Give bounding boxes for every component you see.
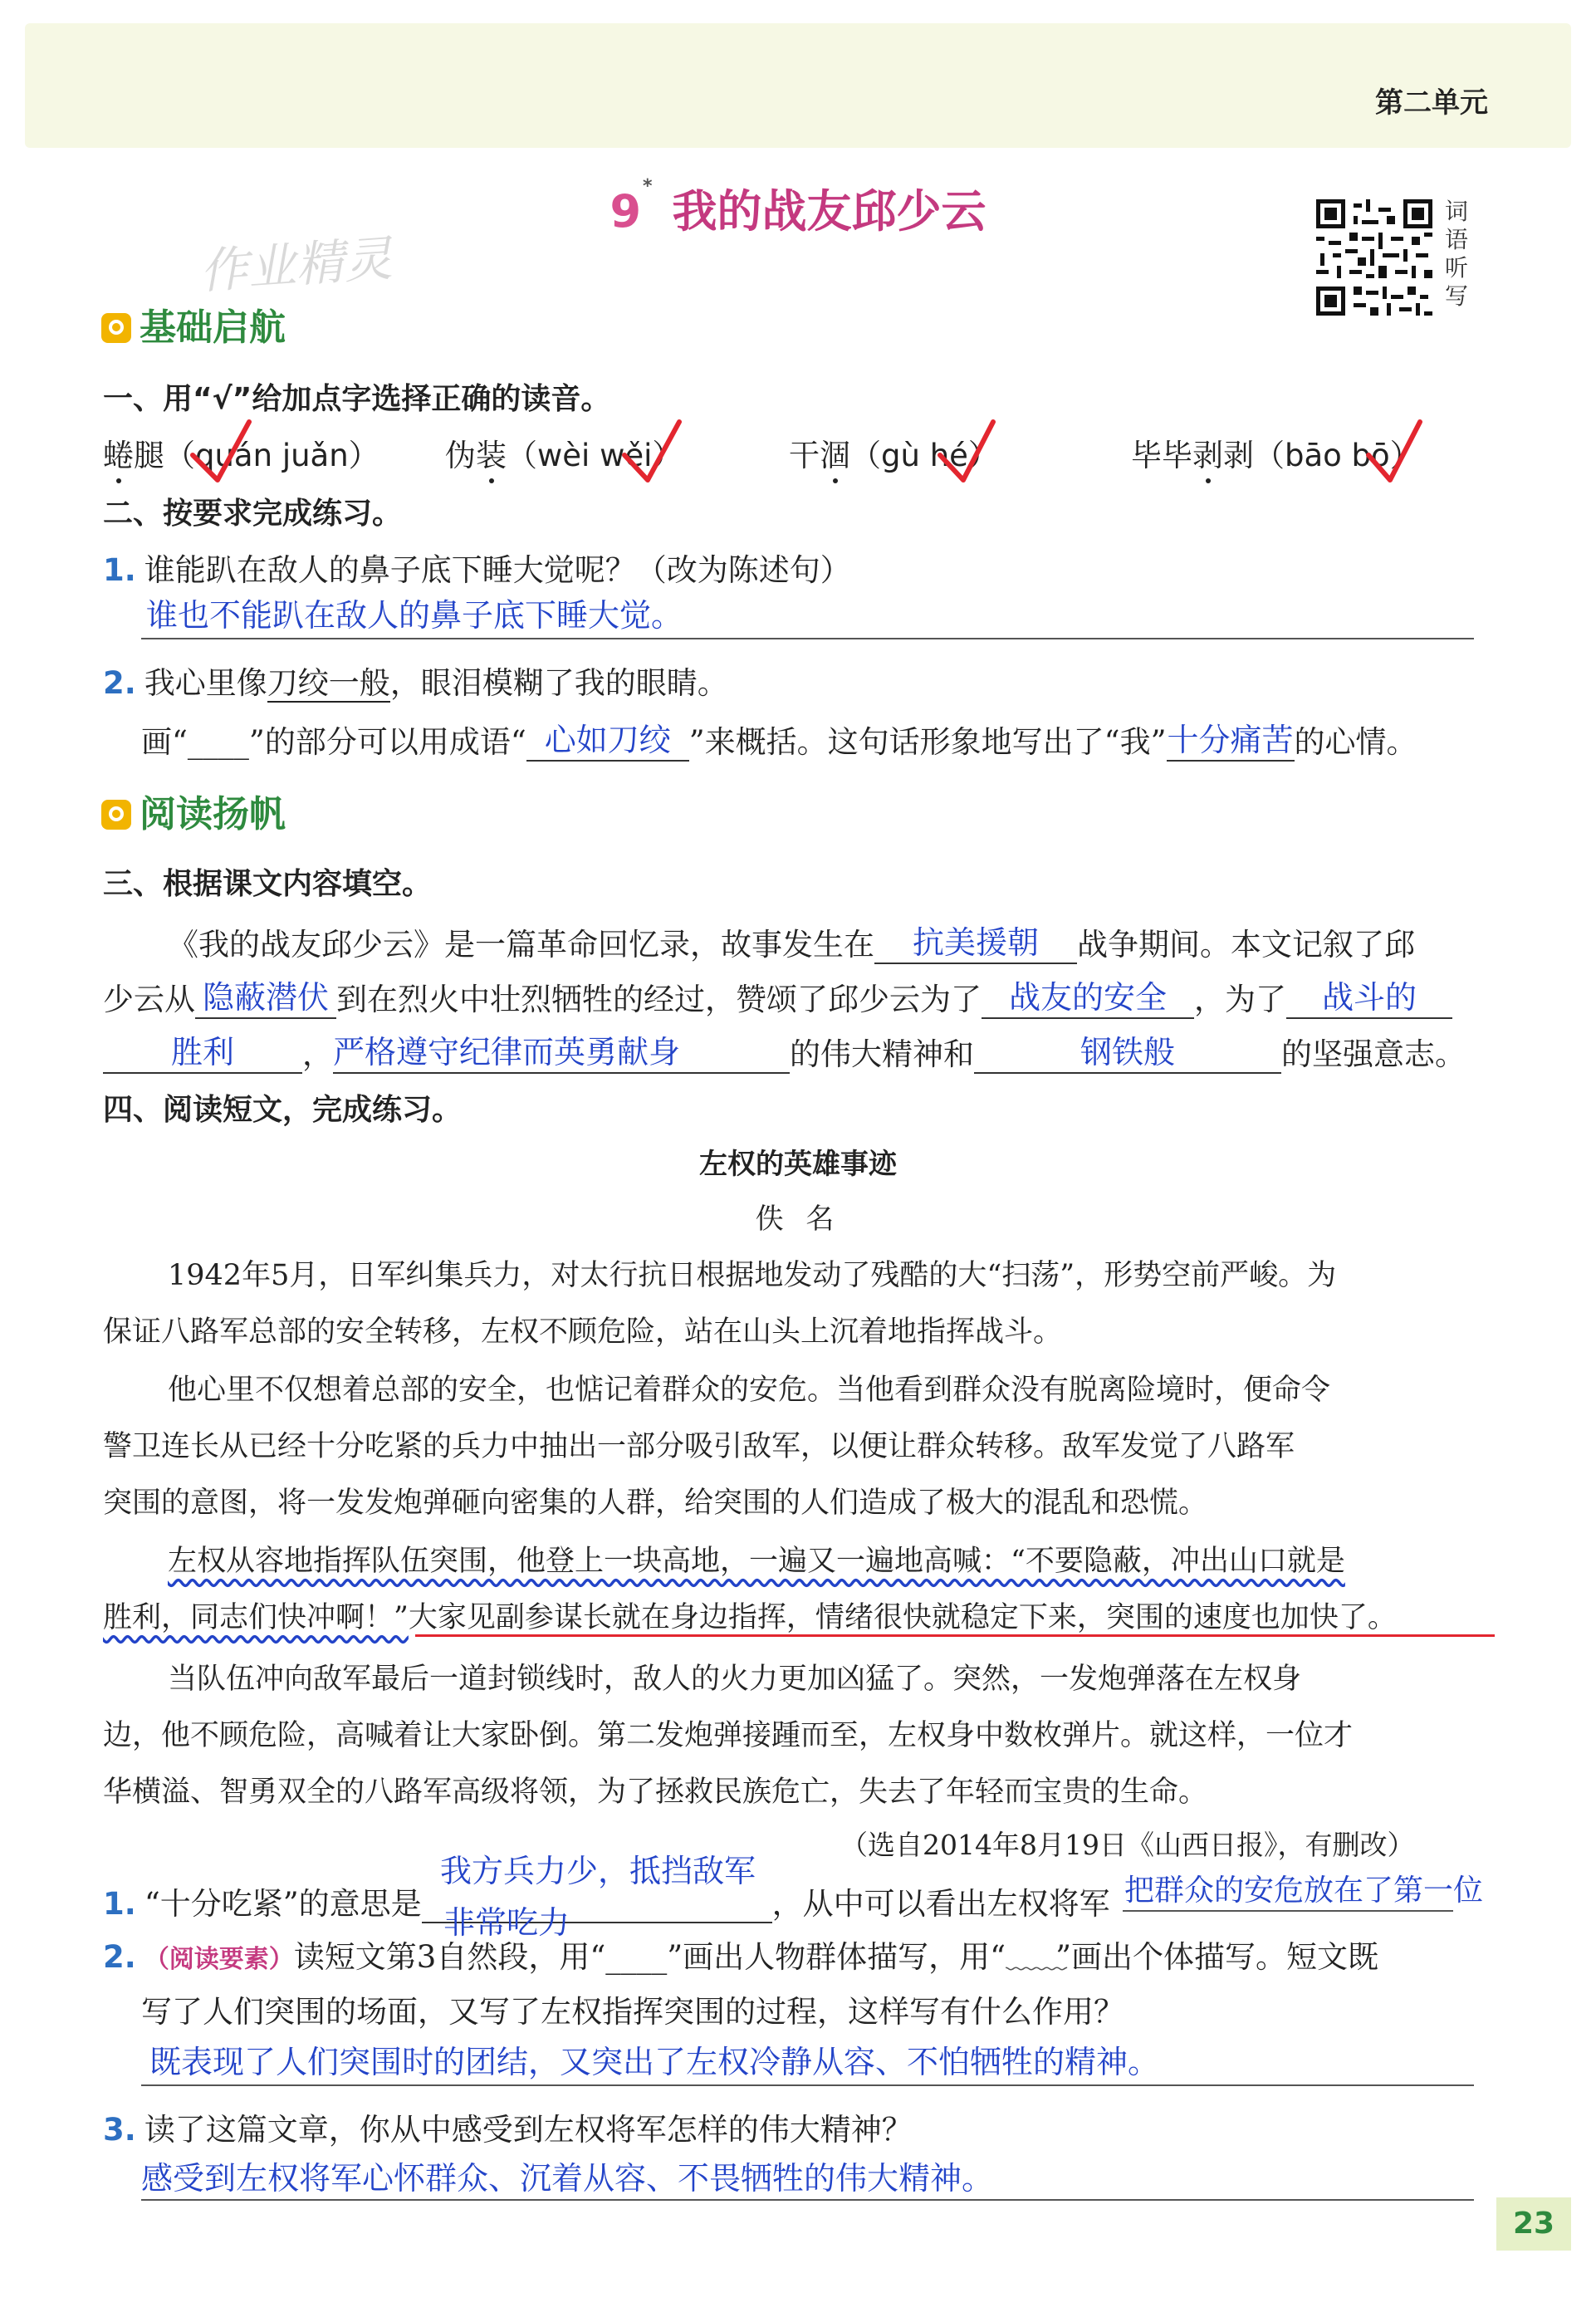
q2-heading: 二、按要求完成练习。 [103, 497, 403, 531]
q2-answer-idiom: 心如刀绞 [526, 714, 689, 762]
article-p4-line1: 当队伍冲向敌军最后一道封锁线时，敌人的火力更加凶猛了。突然，一发炮弹落在左权身 [168, 1663, 1302, 1696]
ex2-text: 读短文第3自然段，用“____”画出人物群体描写，用“ [293, 1939, 1006, 1975]
q3-text: 少云从 [103, 982, 195, 1017]
answer-line [141, 638, 1474, 639]
ex3-text: 读了这篇文章，你从中感受到左权将军怎样的伟大精神？ [144, 2112, 913, 2148]
ex2-tag: （阅读要素） [144, 1945, 294, 1974]
check-icon [940, 422, 993, 480]
ex2-line1 [103, 1932, 1378, 1977]
lesson-mark: * [643, 176, 653, 197]
q2-line2-text: 画“____”的部分可以用成语“ [141, 724, 526, 760]
watermark-logo: 作业精灵 [198, 229, 394, 300]
article-p2-line3: 突围的意图，将一发发炮弹砸向密集的人群，给突围的人们造成了极大的混乱和恐慌。 [103, 1487, 1208, 1520]
q2-item-1-answer: 谁也不能趴在敌人的鼻子底下睡大觉。 [146, 597, 683, 634]
check-marks [0, 0, 1596, 515]
ex3-num: 3. [103, 2112, 136, 2148]
q1-options: （bāo bō） [1254, 438, 1421, 473]
ex1-text: ，从中可以看出左权将军 [771, 1886, 1110, 1922]
q3-answer-4a: 战斗的 [1286, 972, 1452, 1019]
q2-sentence-part: 我心里像 [144, 665, 267, 701]
q3-text: 的坚强意志。 [1281, 1036, 1466, 1072]
answer-line [1123, 1910, 1453, 1912]
article-p4-line3: 华横溢、智勇双全的八路军高级将领，为了拯救民族危亡，失去了年轻而宝贵的生命。 [103, 1776, 1208, 1809]
q1-options: （quán juǎn） [164, 438, 379, 473]
lesson-number: 9 [610, 185, 642, 238]
q2-answer-feeling: 十分痛苦 [1167, 714, 1295, 762]
q2-sentence-part: ，眼泪模糊了我的眼睛。 [389, 665, 728, 701]
q2-item-1-num: 1. [103, 552, 136, 588]
ex2-line2: 写了人们突围的场面，又写了左权指挥突围的过程，这样写有什么作用？ [141, 1994, 1124, 2030]
red-underline [415, 1634, 1495, 1637]
section-reading-label: 阅读扬帆 [140, 793, 286, 835]
ex1-line [103, 1879, 1110, 1923]
qr-label-char: 语 [1445, 226, 1469, 253]
wavy-sample: ﹏﹏ [1006, 1939, 1068, 1975]
q3-answer-2: 隐蔽潜伏 [195, 972, 336, 1019]
q2-line2-text: 的心情。 [1294, 724, 1417, 760]
ex3-line [103, 2104, 913, 2149]
q3-line-1 [168, 917, 1415, 964]
section-reading [101, 784, 286, 837]
q2-item-1-text: 谁能趴在敌人的鼻子底下睡大觉呢？（改为陈述句） [144, 552, 851, 588]
article-source: （选自2014年8月19日《山西日报》，有删改） [840, 1829, 1415, 1861]
unit-label: 第二单元 [1375, 86, 1488, 120]
q3-answer-5: 严格遵守纪律而英勇献身 [333, 1026, 790, 1074]
page-number: 23 [1496, 2197, 1571, 2251]
article-p2-line1: 他心里不仅想着总部的安全，也惦记着群众的安危。当他看到群众没有脱离险境时，便命令 [168, 1374, 1331, 1407]
article-title: 左权的英雄事迹 [699, 1148, 897, 1181]
ex1-answer-1b: 非常吃力 [443, 1904, 570, 1941]
q1-word: 伪装 [445, 438, 507, 473]
q3-text: ， [302, 1036, 333, 1072]
q3-answer-6: 钢铁般 [974, 1026, 1281, 1074]
answer-line [141, 2084, 1474, 2086]
q3-line-3 [103, 1026, 1466, 1074]
article-p4-line2: 边，他不顾危险，高喊着让大家卧倒。第二发炮弹接踵而至，左权身中数枚弹片。就这样，一位才 [103, 1719, 1354, 1752]
q2-item-2-num: 2. [103, 665, 136, 701]
q3-text: 战争期间。本文记叙了邱 [1077, 927, 1415, 963]
article-p2-line2: 警卫连长从已经十分吃紧的兵力中抽出一部分吸引敌军，以便让群众转移。敌军发觉了八路军 [103, 1430, 1295, 1463]
q3-text: 的伟大精神和 [790, 1036, 974, 1072]
article-author: 佚 名 [755, 1203, 841, 1236]
q3-text: 《我的战友邱少云》是一篇革命回忆录，故事发生在 [168, 927, 874, 963]
ex2-answer: 既表现了人们突围时的团结，又突出了左权冷静从容、不怕牺牲的精神。 [149, 2044, 1160, 2080]
q1-options: （wèi wěi） [507, 438, 683, 473]
q4-heading: 四、阅读短文，完成练习。 [103, 1093, 463, 1127]
sail-icon [101, 800, 131, 830]
q3-text: ，为了 [1194, 982, 1286, 1017]
q1-heading: 一、用“√”给加点字选择正确的读音。 [103, 382, 611, 416]
qr-label-char: 听 [1445, 254, 1469, 282]
q3-text: 到在烈火中壮烈牺牲的经过，赞颂了邱少云为了 [336, 982, 982, 1017]
q3-answer-1: 抗美援朝 [874, 917, 1077, 964]
q3-answer-4b: 胜利 [103, 1026, 302, 1074]
section-basic-label: 基础启航 [140, 306, 286, 349]
qr-label-char: 词 [1445, 198, 1469, 225]
ex2-text: ”画出个体描写。短文既 [1055, 1939, 1379, 1975]
q2-item-2-line2 [141, 714, 1417, 762]
ex1-text: “十分吃紧”的意思是 [144, 1886, 422, 1922]
q2-item-1 [103, 545, 851, 590]
article-p1-line1: 1942年5月，日军纠集兵力，对太行抗日根据地发动了残酷的大“扫荡”，形势空前严峻。为 [168, 1259, 1337, 1292]
answer-line [141, 2199, 1474, 2201]
q3-answer-3: 战友的安全 [982, 972, 1194, 1019]
ex1-num: 1. [103, 1886, 136, 1922]
article-p3-line1: 左权从容地指挥队伍突围，他登上一块高地，一遍又一遍地高喊：“不要隐蔽，冲出山口就是 [168, 1545, 1345, 1578]
article-p1-line2: 保证八路军总部的安全转移，左权不顾危险，站在山头上沉着地指挥战斗。 [103, 1315, 1063, 1349]
ex1-answer-2: 把群众的安危放在了第一位 [1124, 1874, 1484, 1908]
q3-heading: 三、根据课文内容填空。 [103, 867, 433, 901]
ex3-answer: 感受到左权将军心怀群众、沉着从容、不畏牺牲的伟大精神。 [141, 2160, 994, 2197]
article-p3-line2 [103, 1594, 1397, 1636]
qr-label-char: 写 [1445, 282, 1469, 310]
ex2-num: 2. [103, 1939, 136, 1975]
check-icon [193, 422, 249, 480]
lesson-title-text: 我的战友邱少云 [672, 185, 986, 238]
q1-word: 蜷腿 [103, 438, 164, 473]
q3-line-2 [103, 972, 1452, 1019]
q2-sentence-underlined: 刀绞一般 [267, 665, 390, 701]
check-icon [1368, 422, 1420, 480]
q1-word: 干涸 [789, 438, 850, 473]
check-icon [624, 422, 679, 480]
article-p3-wavy: 胜利，同志们快冲啊！” [103, 1601, 409, 1634]
q2-line2-text: ”来概括。这句话形象地写出了“我” [688, 724, 1167, 760]
q1-options: （gù hé） [850, 438, 999, 473]
article-p3-rest: 大家见副参谋长就在身边指挥，情绪很快就稳定下来，突围的速度也加快了。 [408, 1601, 1397, 1634]
q2-item-2 [103, 658, 728, 703]
q1-word: 毕毕剥剥 [1131, 438, 1254, 473]
ex1-answer-1a: 我方兵力少，抵挡敌军 [440, 1853, 756, 1889]
